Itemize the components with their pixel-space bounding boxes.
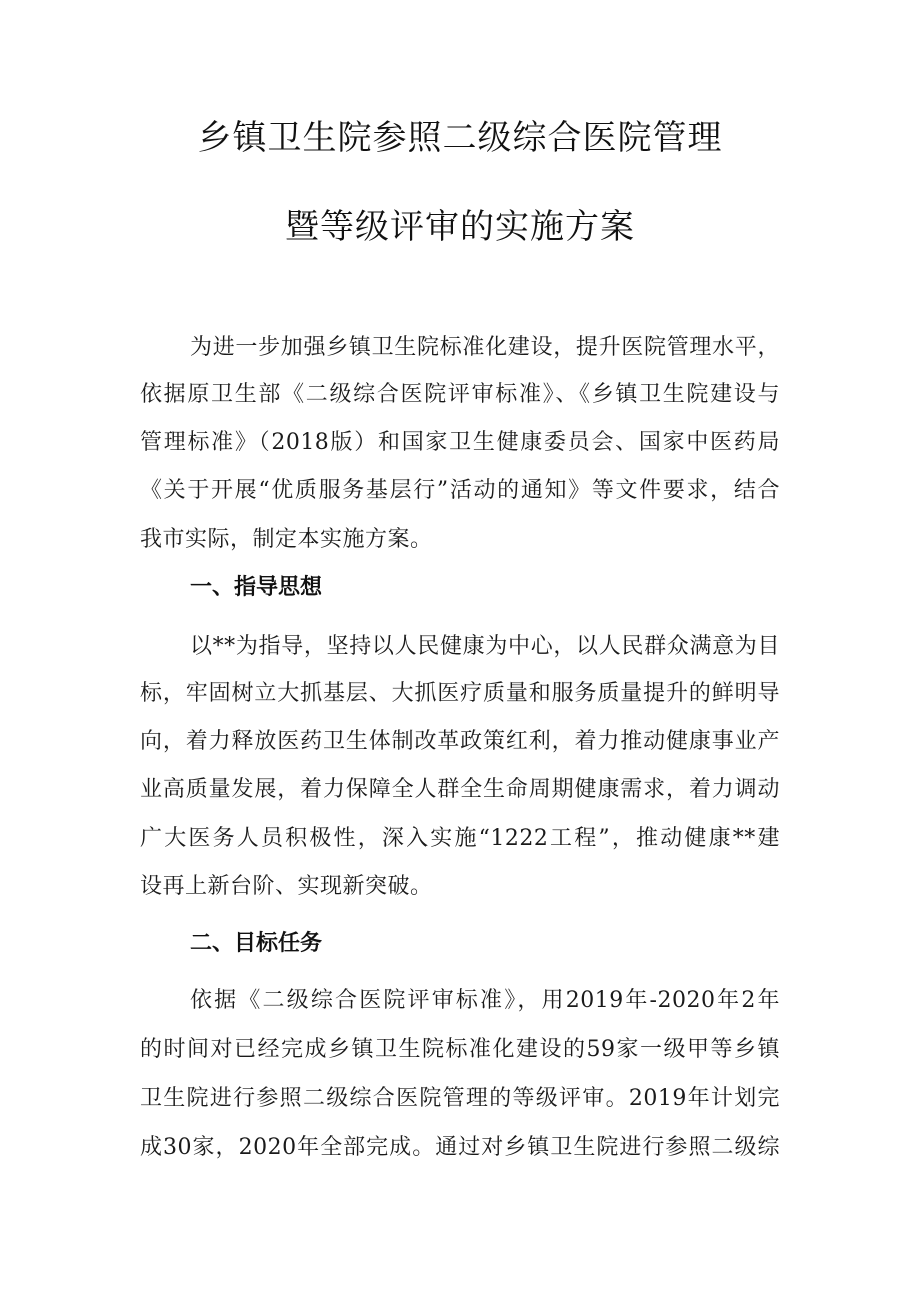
- section-1-line-5: 广大医务人员积极性，深入实施“1222工程”，推动健康**建: [140, 826, 780, 851]
- section-2-line-2: 的时间对已经完成乡镇卫生院标准化建设的59家一级甲等乡镇: [140, 1037, 780, 1062]
- intro-line-5: 我市实际，制定本实施方案。: [140, 527, 433, 552]
- section-1-heading: 一、指导思想: [190, 575, 323, 600]
- document-title-line-1: 乡镇卫生院参照二级综合医院管理: [197, 118, 723, 158]
- intro-line-1: 为进一步加强乡镇卫生院标准化建设，提升医院管理水平，: [190, 335, 780, 360]
- document-title-line-2: 暨等级评审的实施方案: [285, 207, 635, 247]
- section-1-line-4: 业高质量发展，着力保障全人群全生命周期健康需求，着力调动: [140, 777, 780, 802]
- intro-line-2: 依据原卫生部《二级综合医院评审标准》、《乡镇卫生院建设与: [140, 382, 780, 407]
- intro-line-4: 《关于开展“优质服务基层行”活动的通知》等文件要求，结合: [140, 478, 780, 503]
- section-1-line-2: 标，牢固树立大抓基层、大抓医疗质量和服务质量提升的鲜明导: [140, 681, 780, 706]
- section-2-heading: 二、目标任务: [190, 931, 323, 956]
- section-1-line-6: 设再上新台阶、实现新突破。: [140, 874, 433, 899]
- section-1-line-1: 以**为指导，坚持以人民健康为中心，以人民群众满意为目: [190, 634, 780, 659]
- section-2-line-1: 依据《二级综合医院评审标准》，用2019年-2020年2年: [190, 988, 780, 1013]
- section-2-line-4: 成30家，2020年全部完成。通过对乡镇卫生院进行参照二级综: [140, 1135, 780, 1160]
- section-1-line-3: 向，着力释放医药卫生体制改革政策红利，着力推动健康事业产: [140, 729, 780, 754]
- section-2-line-3: 卫生院进行参照二级综合医院管理的等级评审。2019年计划完: [140, 1086, 780, 1111]
- intro-line-3: 管理标准》（2018版）和国家卫生健康委员会、国家中医药局: [140, 430, 780, 455]
